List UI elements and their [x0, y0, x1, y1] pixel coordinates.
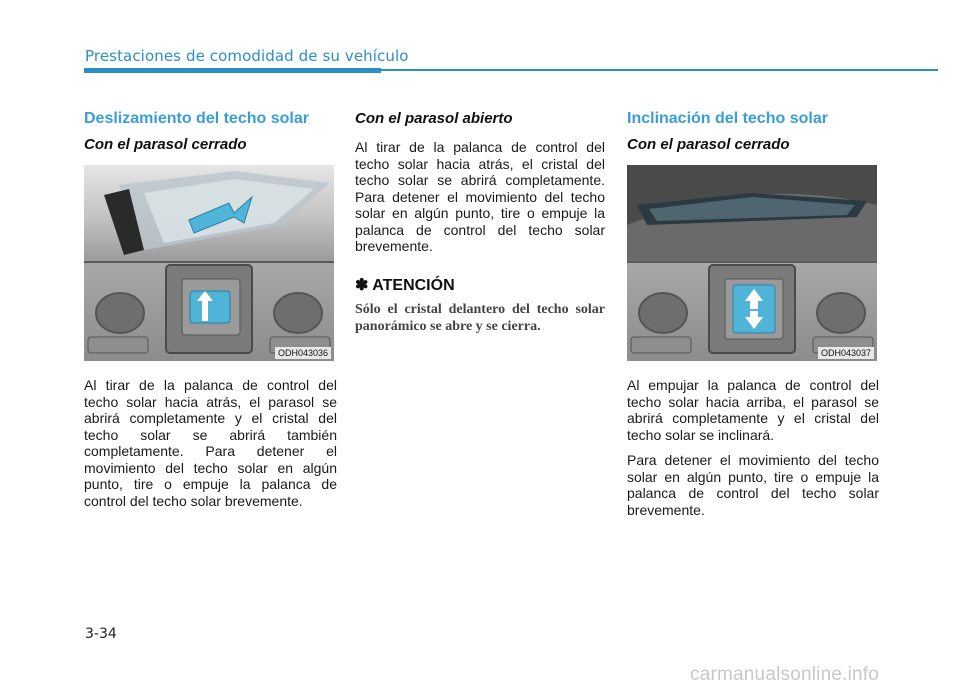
page-number: 3-34 [85, 626, 117, 642]
figure-code: ODH043036 [275, 347, 331, 359]
column-sunshade-open [355, 110, 605, 335]
subtitle-sunshade-open: Con el parasol abierto [355, 110, 513, 127]
attention-title: ✽ ATENCIÓN [355, 276, 455, 294]
body-paragraph: Al empujar la palanca de control del techo solar hacia arriba, el parasol se abrirá completamente y el cristal del techo solar se inclinará. [627, 377, 879, 443]
roof-illustration [84, 165, 334, 262]
chapter-title: Prestaciones de comodidad de su vehículo [85, 47, 409, 65]
header-rule-thin [381, 69, 938, 71]
section-title-sliding: Deslizamiento del techo solar [84, 110, 309, 127]
column-tilting [627, 110, 879, 527]
roof-tilt-drawing [627, 165, 877, 262]
figure-code: ODH043037 [818, 347, 874, 359]
section-title-tilting: Inclinación del techo solar [627, 110, 828, 127]
roof-illustration [627, 165, 877, 262]
body-paragraph: Para detener el movimiento del techo solar en algún punto, tire o empuje la palanca de control del techo solar brevemente. [627, 452, 879, 518]
figure-sunroof-slide [84, 165, 334, 361]
body-paragraph: Al tirar de la palanca de control del techo solar hacia atrás, el cristal del techo solar se abrirá completamente. Para detener el movimiento del techo solar en algún punto, tire o empuje la palanca de control del techo solar brevemente. [355, 139, 605, 254]
column-sliding [84, 110, 337, 518]
body-paragraph: Al tirar de la palanca de control del techo solar hacia atrás, el parasol se abrirá completamente y el cristal del techo solar se abrirá también completamente. Para detener el movimiento del techo solar en algún punto, tire o empuje la palanca de control del techo solar brevemente. [84, 377, 337, 509]
header-rule-thick [84, 68, 381, 73]
watermark: carmanualsonline.info [690, 664, 880, 685]
subtitle-sunshade-closed: Con el parasol cerrado [627, 136, 790, 153]
attention-text: Sólo el cristal delantero del techo solar panorámico se abre y se cierra. [355, 301, 605, 334]
figure-sunroof-tilt [627, 165, 877, 361]
subtitle-sunshade-closed: Con el parasol cerrado [84, 136, 247, 153]
roof-glass-drawing [84, 165, 334, 262]
